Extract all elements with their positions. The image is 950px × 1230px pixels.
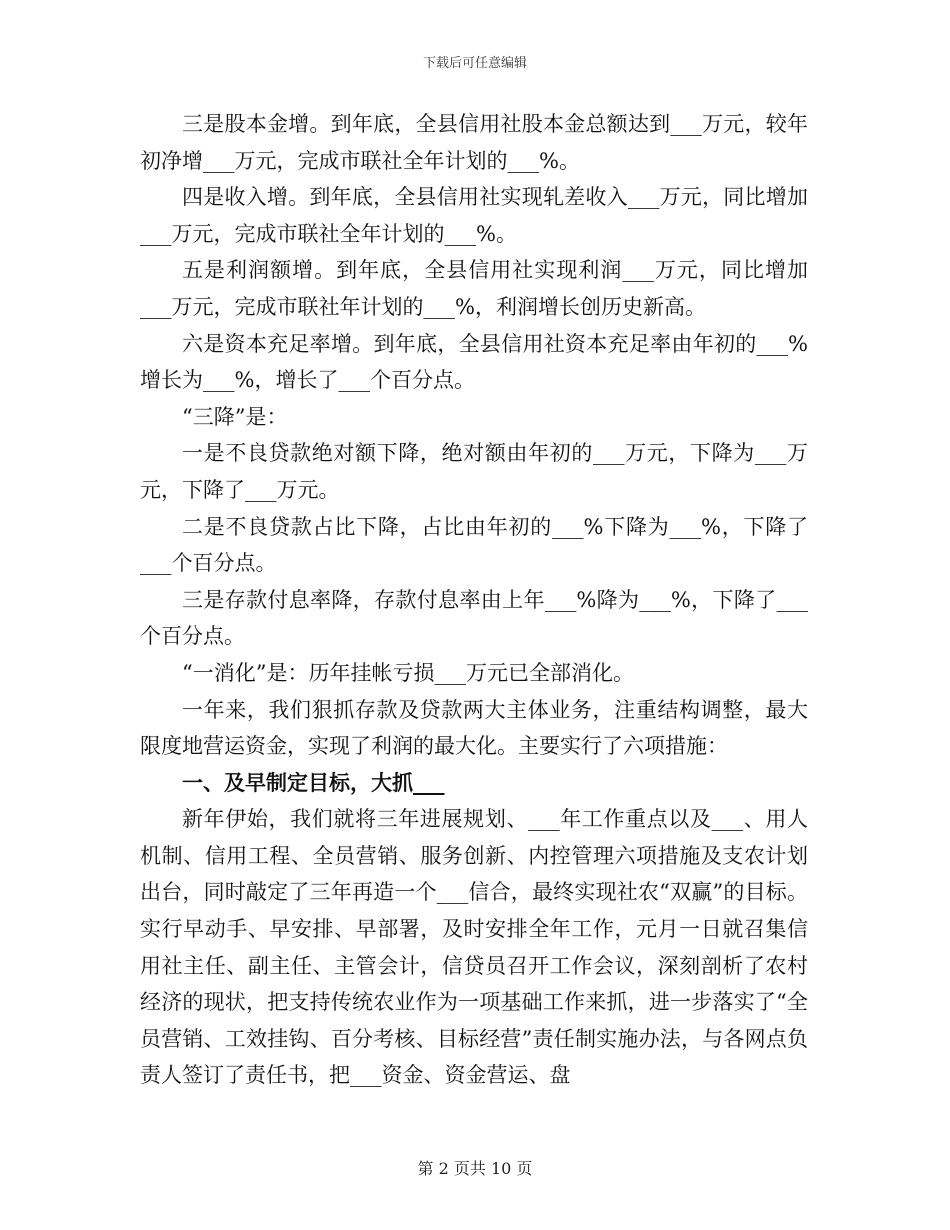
paragraph-bad-loan-ratio: 二是不良贷款占比下降，占比由年初的___%下降为___%，下降了___个百分点。 — [140, 514, 808, 576]
paragraph-share-capital: 三是股本金增。到年底，全县信用社股本金总额达到___万元，较年初净增___万元，完成市联社全年计划的___%。 — [140, 112, 808, 173]
page-header: 下载后可任意编辑 — [422, 56, 527, 71]
paragraph-bad-loan-amount: 一是不良贷款绝对额下降，绝对额由年初的___万元，下降为___万元，下降了___万元。 — [140, 441, 808, 502]
paragraph-new-year-plan: 新年伊始，我们就将三年进展规划、___年工作重点以及___、用人机制、信用工程、全员营销、服务创新、内控管理六项措施及支农计划出台，同时敲定了三年再造一个___信合，最终实现社农“双赢”的目标。实行早动手、早安排、早部署，及时安排全年工作，元月一日就召集信用社主任、副主任、主管会计，信贷员召开工作会议，深刻剖析了农村经济的现状，把支持传统农业作为一项基础工作来抓，进一步落实了“全员营销、工效挂钩、百分考核、目标经营”责任制实施办法，与各网点负责人签订了责任书，把___资金、资金营运、盘 — [140, 807, 808, 1088]
paragraph-six-measures-intro: 一年来，我们狠抓存款及贷款两大主体业务，注重结构调整，最大限度地营运资金，实现了利润的最大化。主要实行了六项措施： — [140, 697, 808, 759]
document-body — [140, 106, 808, 1094]
paragraph-one-digestion: “一消化”是：历年挂帐亏损___万元已全部消化。 — [182, 660, 634, 685]
paragraph-profit: 五是利润额增。到年底，全县信用社实现利润___万元，同比增加___万元，完成市联社年计划的___%，利润增长创历史新高。 — [140, 258, 808, 319]
paragraph-deposit-interest: 三是存款付息率降，存款付息率由上年___%降为___%，下降了___个百分点。 — [140, 587, 808, 649]
page-footer: 第 2 页共 10 页 — [417, 1159, 533, 1178]
paragraph-three-decreases-heading: “三降”是： — [182, 404, 288, 429]
paragraph-capital-adequacy: 六是资本充足率增。到年底，全县信用社资本充足率由年初的___%增长为___%，增长了___个百分点。 — [140, 331, 808, 393]
paragraph-income: 四是收入增。到年底，全县信用社实现轧差收入___万元，同比增加___万元，完成市联社全年计划的___%。 — [140, 185, 808, 246]
section-heading-1: 一、及早制定目标，大抓___ — [182, 769, 445, 795]
